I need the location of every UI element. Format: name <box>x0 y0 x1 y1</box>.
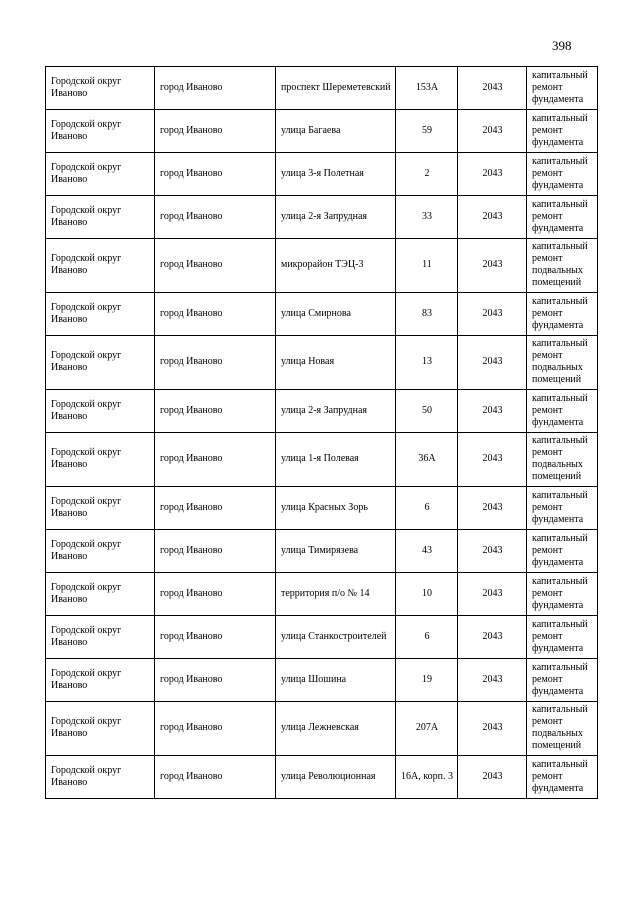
district-cell: Городской округ Иваново <box>46 702 155 756</box>
street-cell: улица 2-я Запрудная <box>276 390 396 433</box>
year-cell: 2043 <box>458 659 527 702</box>
street-cell: улица Революционная <box>276 756 396 799</box>
house-number-cell: 43 <box>396 530 458 573</box>
settlement-cell: город Иваново <box>155 196 276 239</box>
work-type-cell: капитальный ремонт фундамента <box>527 293 598 336</box>
house-number-cell: 83 <box>396 293 458 336</box>
settlement-cell: город Иваново <box>155 702 276 756</box>
settlement-cell: город Иваново <box>155 756 276 799</box>
settlement-cell: город Иваново <box>155 293 276 336</box>
page-number: 398 <box>552 38 572 53</box>
house-number-cell: 50 <box>396 390 458 433</box>
table-row <box>46 239 598 293</box>
settlement-cell: город Иваново <box>155 616 276 659</box>
work-type-cell: капитальный ремонт подвальных помещений <box>527 239 598 293</box>
table-row <box>46 67 598 110</box>
settlement-cell: город Иваново <box>155 573 276 616</box>
street-cell: улица Станкостроителей <box>276 616 396 659</box>
settlement-cell: город Иваново <box>155 67 276 110</box>
year-cell: 2043 <box>458 196 527 239</box>
house-number-cell: 6 <box>396 616 458 659</box>
year-cell: 2043 <box>458 702 527 756</box>
district-cell: Городской округ Иваново <box>46 336 155 390</box>
table-row <box>46 756 598 799</box>
street-cell: улица 2-я Запрудная <box>276 196 396 239</box>
table-row <box>46 153 598 196</box>
settlement-cell: город Иваново <box>155 433 276 487</box>
house-number-cell: 59 <box>396 110 458 153</box>
district-cell: Городской округ Иваново <box>46 573 155 616</box>
settlement-cell: город Иваново <box>155 153 276 196</box>
settlement-cell: город Иваново <box>155 659 276 702</box>
year-cell: 2043 <box>458 153 527 196</box>
district-cell: Городской округ Иваново <box>46 433 155 487</box>
district-cell: Городской округ Иваново <box>46 530 155 573</box>
district-cell: Городской округ Иваново <box>46 390 155 433</box>
street-cell: улица Шошина <box>276 659 396 702</box>
year-cell: 2043 <box>458 336 527 390</box>
house-number-cell: 207А <box>396 702 458 756</box>
work-type-cell: капитальный ремонт фундамента <box>527 153 598 196</box>
table-row <box>46 110 598 153</box>
house-number-cell: 11 <box>396 239 458 293</box>
street-cell: улица Красных Зорь <box>276 487 396 530</box>
street-cell: улица Багаева <box>276 110 396 153</box>
year-cell: 2043 <box>458 756 527 799</box>
house-number-cell: 13 <box>396 336 458 390</box>
table-row <box>46 336 598 390</box>
street-cell: улица 1-я Полевая <box>276 433 396 487</box>
year-cell: 2043 <box>458 487 527 530</box>
house-number-cell: 36А <box>396 433 458 487</box>
year-cell: 2043 <box>458 293 527 336</box>
district-cell: Городской округ Иваново <box>46 756 155 799</box>
work-type-cell: капитальный ремонт фундамента <box>527 390 598 433</box>
table-row <box>46 530 598 573</box>
work-type-cell: капитальный ремонт подвальных помещений <box>527 433 598 487</box>
settlement-cell: город Иваново <box>155 336 276 390</box>
work-type-cell: капитальный ремонт фундамента <box>527 487 598 530</box>
work-type-cell: капитальный ремонт фундамента <box>527 196 598 239</box>
year-cell: 2043 <box>458 433 527 487</box>
house-number-cell: 10 <box>396 573 458 616</box>
district-cell: Городской округ Иваново <box>46 487 155 530</box>
district-cell: Городской округ Иваново <box>46 616 155 659</box>
year-cell: 2043 <box>458 110 527 153</box>
settlement-cell: город Иваново <box>155 390 276 433</box>
district-cell: Городской округ Иваново <box>46 110 155 153</box>
settlement-cell: город Иваново <box>155 239 276 293</box>
year-cell: 2043 <box>458 390 527 433</box>
street-cell: улица Новая <box>276 336 396 390</box>
year-cell: 2043 <box>458 530 527 573</box>
work-type-cell: капитальный ремонт фундамента <box>527 110 598 153</box>
table-row <box>46 659 598 702</box>
street-cell: проспект Шереметевский <box>276 67 396 110</box>
settlement-cell: город Иваново <box>155 110 276 153</box>
year-cell: 2043 <box>458 67 527 110</box>
table-row <box>46 702 598 756</box>
work-type-cell: капитальный ремонт фундамента <box>527 67 598 110</box>
street-cell: улица Тимирязева <box>276 530 396 573</box>
work-type-cell: капитальный ремонт фундамента <box>527 530 598 573</box>
house-number-cell: 153А <box>396 67 458 110</box>
table-row <box>46 573 598 616</box>
house-number-cell: 6 <box>396 487 458 530</box>
work-type-cell: капитальный ремонт фундамента <box>527 573 598 616</box>
district-cell: Городской округ Иваново <box>46 196 155 239</box>
table-row <box>46 196 598 239</box>
street-cell: улица Лежневская <box>276 702 396 756</box>
table-row <box>46 433 598 487</box>
district-cell: Городской округ Иваново <box>46 293 155 336</box>
street-cell: территория п/о № 14 <box>276 573 396 616</box>
settlement-cell: город Иваново <box>155 530 276 573</box>
table-row <box>46 390 598 433</box>
work-type-cell: капитальный ремонт фундамента <box>527 616 598 659</box>
settlement-cell: город Иваново <box>155 487 276 530</box>
house-number-cell: 19 <box>396 659 458 702</box>
table-row <box>46 293 598 336</box>
work-type-cell: капитальный ремонт фундамента <box>527 756 598 799</box>
district-cell: Городской округ Иваново <box>46 239 155 293</box>
work-type-cell: капитальный ремонт подвальных помещений <box>527 702 598 756</box>
district-cell: Городской округ Иваново <box>46 153 155 196</box>
house-number-cell: 2 <box>396 153 458 196</box>
table-row <box>46 616 598 659</box>
house-number-cell: 33 <box>396 196 458 239</box>
work-type-cell: капитальный ремонт фундамента <box>527 659 598 702</box>
house-number-cell: 16А, корп. 3 <box>396 756 458 799</box>
table-body <box>46 67 598 799</box>
year-cell: 2043 <box>458 616 527 659</box>
repair-schedule-table <box>45 66 598 799</box>
district-cell: Городской округ Иваново <box>46 659 155 702</box>
street-cell: микрорайон ТЭЦ-3 <box>276 239 396 293</box>
work-type-cell: капитальный ремонт подвальных помещений <box>527 336 598 390</box>
year-cell: 2043 <box>458 573 527 616</box>
street-cell: улица Смирнова <box>276 293 396 336</box>
table-row <box>46 487 598 530</box>
street-cell: улица 3-я Полетная <box>276 153 396 196</box>
district-cell: Городской округ Иваново <box>46 67 155 110</box>
year-cell: 2043 <box>458 239 527 293</box>
